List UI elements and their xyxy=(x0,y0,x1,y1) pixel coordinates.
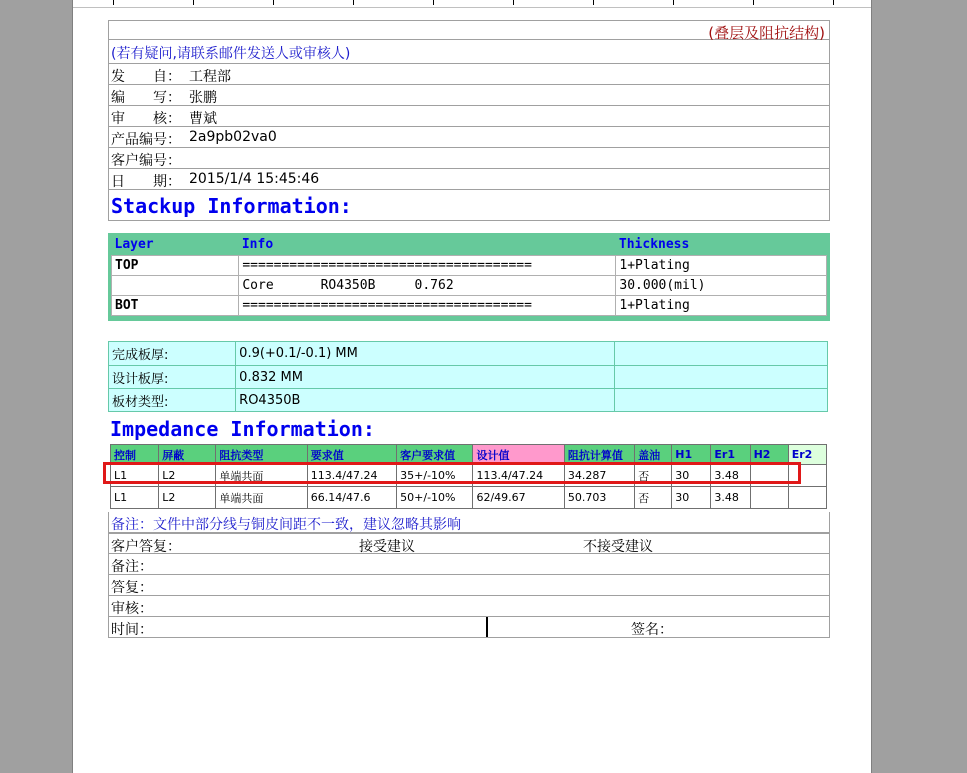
remark-note-row xyxy=(108,512,830,533)
stackup-heading-row xyxy=(108,190,830,221)
meta-row xyxy=(108,85,830,106)
stackup-row xyxy=(112,275,827,295)
stackup-info: ===================================== xyxy=(239,295,616,315)
imp-cell: 3.48 xyxy=(711,465,750,487)
meta-value: 曹斌 xyxy=(189,111,217,127)
stackup-header-thickness: Thickness xyxy=(616,235,827,255)
imp-cell: 30 xyxy=(672,465,711,487)
imp-cell: 113.4/47.24 xyxy=(473,465,564,487)
meta-label: 审 核： xyxy=(111,111,181,127)
imp-cell: 66.14/47.6 xyxy=(307,487,396,509)
column-divider xyxy=(486,617,488,637)
stackup-info: Core RO4350B 0.762 xyxy=(239,275,616,295)
board-info-value: RO4350B xyxy=(236,389,615,412)
meta-row xyxy=(108,169,830,190)
contact-note-row xyxy=(108,40,830,64)
stackup-layer xyxy=(112,275,239,295)
imp-cell: 50+/-10% xyxy=(397,487,473,509)
board-info-table xyxy=(108,341,828,412)
meta-row xyxy=(108,148,830,169)
impedance-row xyxy=(111,487,827,509)
board-info-row xyxy=(109,342,828,366)
reply-accept: 接受建议 xyxy=(359,539,415,555)
footer-remark-label: 备注： xyxy=(111,559,153,575)
board-info-value: 0.832 MM xyxy=(236,366,615,389)
footer-reply-label: 答复： xyxy=(111,580,153,596)
impedance-heading: Impedance Information: xyxy=(110,417,375,441)
highlight-annotation-box xyxy=(103,462,801,484)
contact-note: (若有疑问,请联系邮件发送人或审核人) xyxy=(111,46,351,62)
time-sign-row xyxy=(108,617,830,638)
imp-header-cell: 盖油 xyxy=(635,445,672,465)
imp-cell: 3.48 xyxy=(711,487,750,509)
stackup-thickness: 1+Plating xyxy=(616,295,827,315)
board-info-extra xyxy=(614,366,827,389)
time-label: 时间： xyxy=(111,622,153,638)
footer-row xyxy=(108,575,830,596)
meta-value: 工程部 xyxy=(189,69,231,85)
stackup-row xyxy=(112,255,827,275)
stackup-thickness: 1+Plating xyxy=(616,255,827,275)
imp-cell: L1 xyxy=(111,465,159,487)
imp-cell: 单端共面 xyxy=(216,465,307,487)
page-top-edge xyxy=(73,0,871,8)
imp-header-cell: 客户要求值 xyxy=(397,445,473,465)
stackup-heading: Stackup Information: xyxy=(111,194,352,218)
imp-cell: 113.4/47.24 xyxy=(307,465,396,487)
meta-label: 发 自： xyxy=(111,69,181,85)
imp-cell xyxy=(788,487,826,509)
reply-row xyxy=(108,533,830,554)
imp-cell: 30 xyxy=(672,487,711,509)
meta-row xyxy=(108,64,830,85)
board-info-extra xyxy=(614,342,827,366)
imp-cell: 否 xyxy=(635,487,672,509)
imp-cell: 否 xyxy=(635,465,672,487)
imp-cell: 单端共面 xyxy=(216,487,307,509)
stackup-row xyxy=(112,295,827,315)
imp-header-cell: H1 xyxy=(672,445,711,465)
stackup-header-layer: Layer xyxy=(112,235,239,255)
meta-value: 2a9pb02va0 xyxy=(189,129,277,145)
meta-label: 编 写： xyxy=(111,90,181,106)
stackup-header-row xyxy=(112,235,827,255)
imp-header-cell: 设计值 xyxy=(473,445,564,465)
footer-row xyxy=(108,554,830,575)
board-info-row xyxy=(109,366,828,389)
remark-note: 备注：文件中部分线与铜皮间距不一致，建议忽略其影响 xyxy=(111,517,461,533)
imp-header-cell: Er2 xyxy=(788,445,826,465)
meta-row xyxy=(108,127,830,148)
footer-review-label: 审核： xyxy=(111,601,153,617)
stackup-thickness: 30.000(mil) xyxy=(616,275,827,295)
doc-subtitle: (叠层及阻抗结构) xyxy=(708,24,825,42)
imp-header-cell: 控制 xyxy=(111,445,159,465)
stackup-info: ===================================== xyxy=(239,255,616,275)
board-info-label: 完成板厚: xyxy=(109,342,236,366)
imp-cell: L1 xyxy=(111,487,159,509)
sign-label: 签名： xyxy=(631,622,673,638)
stackup-table xyxy=(108,233,830,321)
reply-reject: 不接受建议 xyxy=(583,539,653,555)
imp-header-cell: H2 xyxy=(750,445,788,465)
meta-value: 张鹏 xyxy=(189,90,217,106)
footer-row xyxy=(108,596,830,617)
imp-header-cell: 要求值 xyxy=(307,445,396,465)
board-info-row xyxy=(109,389,828,412)
stackup-layer: TOP xyxy=(112,255,239,275)
imp-header-cell: 屏蔽 xyxy=(159,445,216,465)
meta-value: 2015/1/4 15:45:46 xyxy=(189,171,320,187)
imp-header-cell: 阻抗类型 xyxy=(216,445,307,465)
stackup-header-info: Info xyxy=(239,235,616,255)
board-info-value: 0.9(+0.1/-0.1) MM xyxy=(236,342,615,366)
meta-row xyxy=(108,106,830,127)
stackup-layer: BOT xyxy=(112,295,239,315)
board-info-label: 设计板厚: xyxy=(109,366,236,389)
imp-header-cell: Er1 xyxy=(711,445,750,465)
meta-label: 客户编号： xyxy=(111,153,181,169)
subtitle-row xyxy=(108,20,830,40)
imp-header-cell: 阻抗计算值 xyxy=(564,445,634,465)
imp-cell: L2 xyxy=(159,465,216,487)
imp-cell: 34.287 xyxy=(564,465,634,487)
reply-label: 客户答复： xyxy=(111,539,181,555)
meta-label: 日 期： xyxy=(111,174,181,190)
board-info-extra xyxy=(614,389,827,412)
board-info-label: 板材类型: xyxy=(109,389,236,412)
imp-cell xyxy=(750,487,788,509)
imp-cell: 35+/-10% xyxy=(397,465,473,487)
imp-cell: L2 xyxy=(159,487,216,509)
meta-label: 产品编号： xyxy=(111,132,181,148)
imp-cell: 50.703 xyxy=(564,487,634,509)
imp-cell: 62/49.67 xyxy=(473,487,564,509)
